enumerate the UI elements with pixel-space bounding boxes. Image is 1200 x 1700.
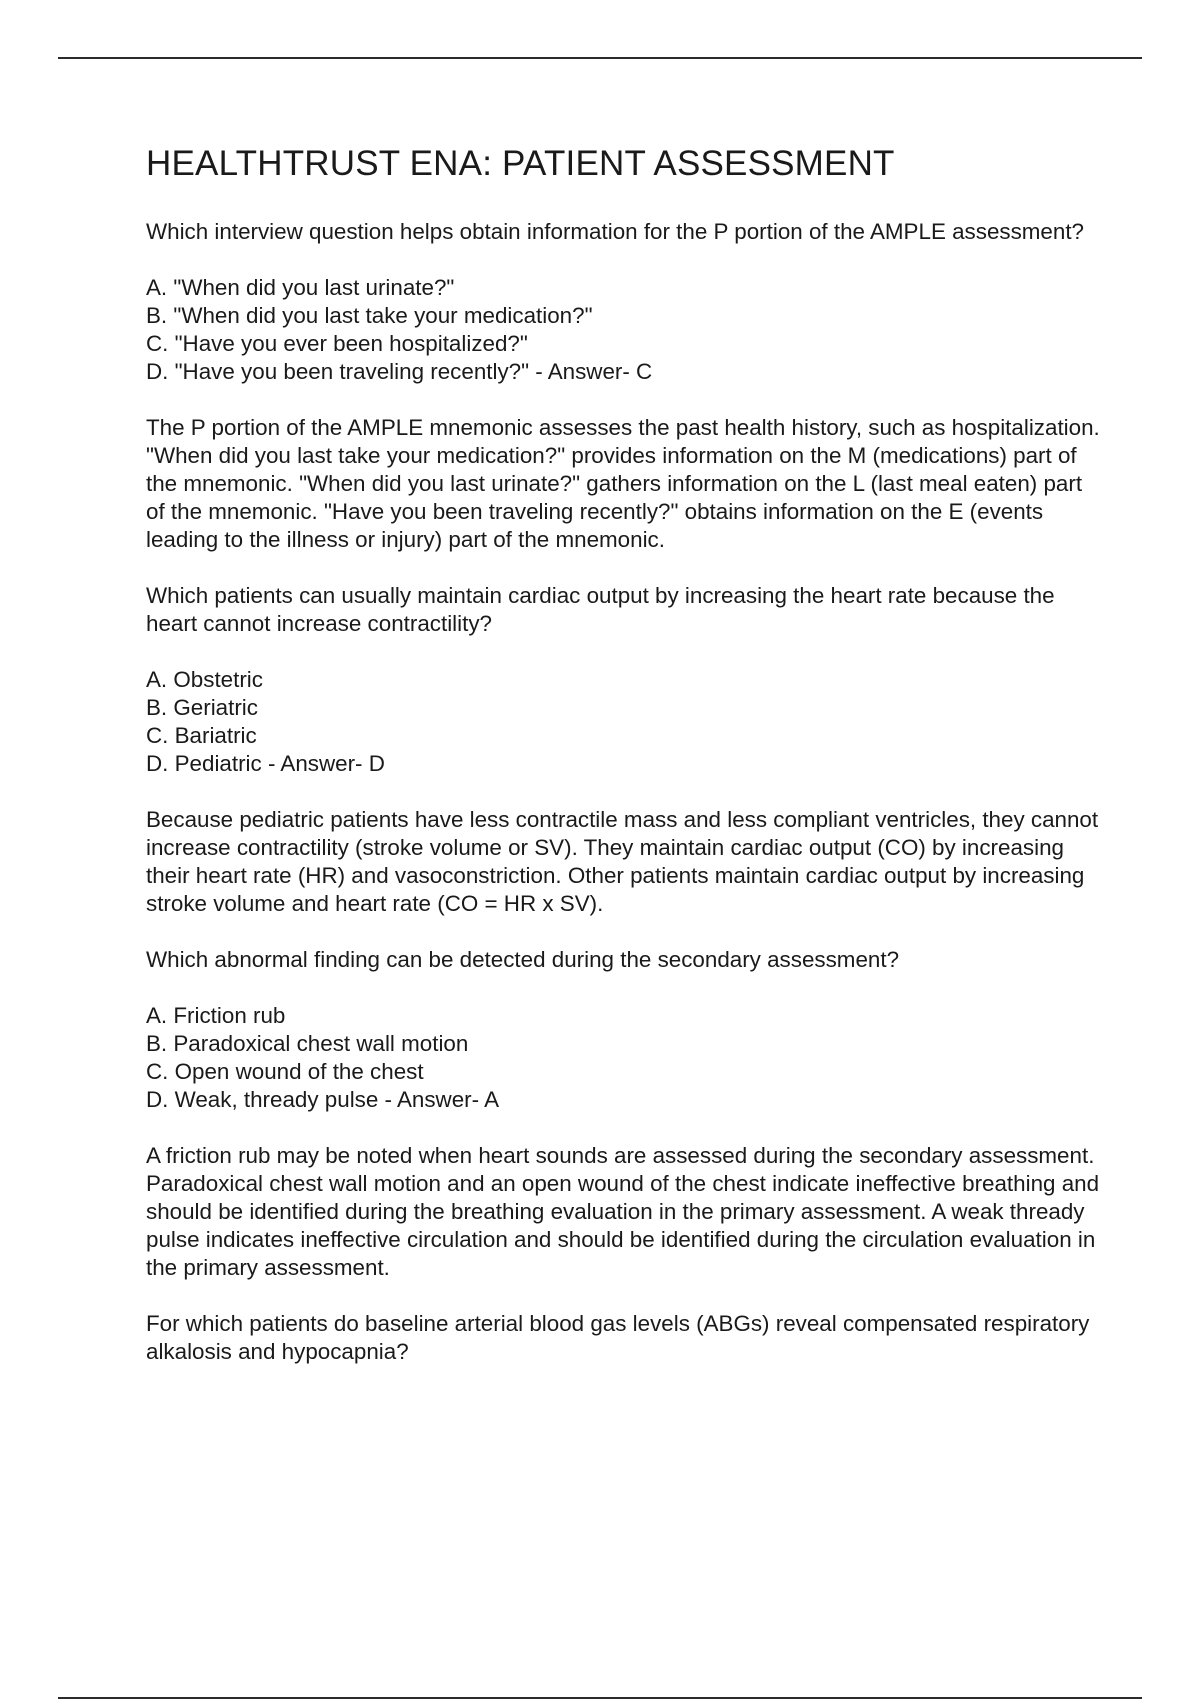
option-item: D. Pediatric - Answer- D <box>146 751 385 776</box>
question-text: For which patients do baseline arterial blood gas levels (ABGs) reveal compensated respiratory alkalosis and hypocapnia? <box>146 1311 1090 1364</box>
document-body <box>146 140 1106 1394</box>
option-item: A. Obstetric <box>146 667 263 692</box>
explanation-text: The P portion of the AMPLE mnemonic assesses the past health history, such as hospitalization. "When did you last take your medication?" provides information on the M (medications) part of the mnemonic. "When did you last urinate?" gathers information on the L (last meal eaten) part of the mnemonic. "Have you been traveling recently?" obtains information on the E (events leading to the illness or injury) part of the mnemonic. <box>146 415 1100 552</box>
explanation-text: Because pediatric patients have less contractile mass and less compliant ventricles, they cannot increase contractility (stroke volume or SV). They maintain cardiac output (CO) by increasing their heart rate (HR) and vasoconstriction. Other patients maintain cardiac output by increasing stroke volume and heart rate (CO = HR x SV). <box>146 807 1099 916</box>
answer-options <box>146 1002 1106 1114</box>
question-text: Which patients can usually maintain cardiac output by increasing the heart rate because the heart cannot increase contractility? <box>146 583 1055 636</box>
page-title: HEALTHTRUST ENA: PATIENT ASSESSMENT <box>146 144 895 183</box>
explanation-text: A friction rub may be noted when heart sounds are assessed during the secondary assessment. Paradoxical chest wall motion and an open wound of the chest indicate ineffective breathing and should be identified during the breathing evaluation in the primary assessment. A weak thready pulse indicates ineffective circulation and should be identified during the circulation evaluation in the primary assessment. <box>146 1143 1100 1280</box>
option-item: C. Bariatric <box>146 723 257 748</box>
option-item: B. "When did you last take your medication?" <box>146 303 593 328</box>
option-item: C. Open wound of the chest <box>146 1059 424 1084</box>
option-item: D. "Have you been traveling recently?" - Answer- C <box>146 359 653 384</box>
footer-rule <box>58 1697 1142 1699</box>
option-item: C. "Have you ever been hospitalized?" <box>146 331 528 356</box>
option-item: B. Geriatric <box>146 695 258 720</box>
answer-options <box>146 274 1106 386</box>
option-item: A. "When did you last urinate?" <box>146 275 455 300</box>
question-text: Which interview question helps obtain information for the P portion of the AMPLE assessment? <box>146 219 1085 244</box>
option-item: A. Friction rub <box>146 1003 286 1028</box>
option-item: B. Paradoxical chest wall motion <box>146 1031 469 1056</box>
question-text: Which abnormal finding can be detected during the secondary assessment? <box>146 947 900 972</box>
option-item: D. Weak, thready pulse - Answer- A <box>146 1087 500 1112</box>
header-rule <box>58 57 1142 59</box>
answer-options <box>146 666 1106 778</box>
